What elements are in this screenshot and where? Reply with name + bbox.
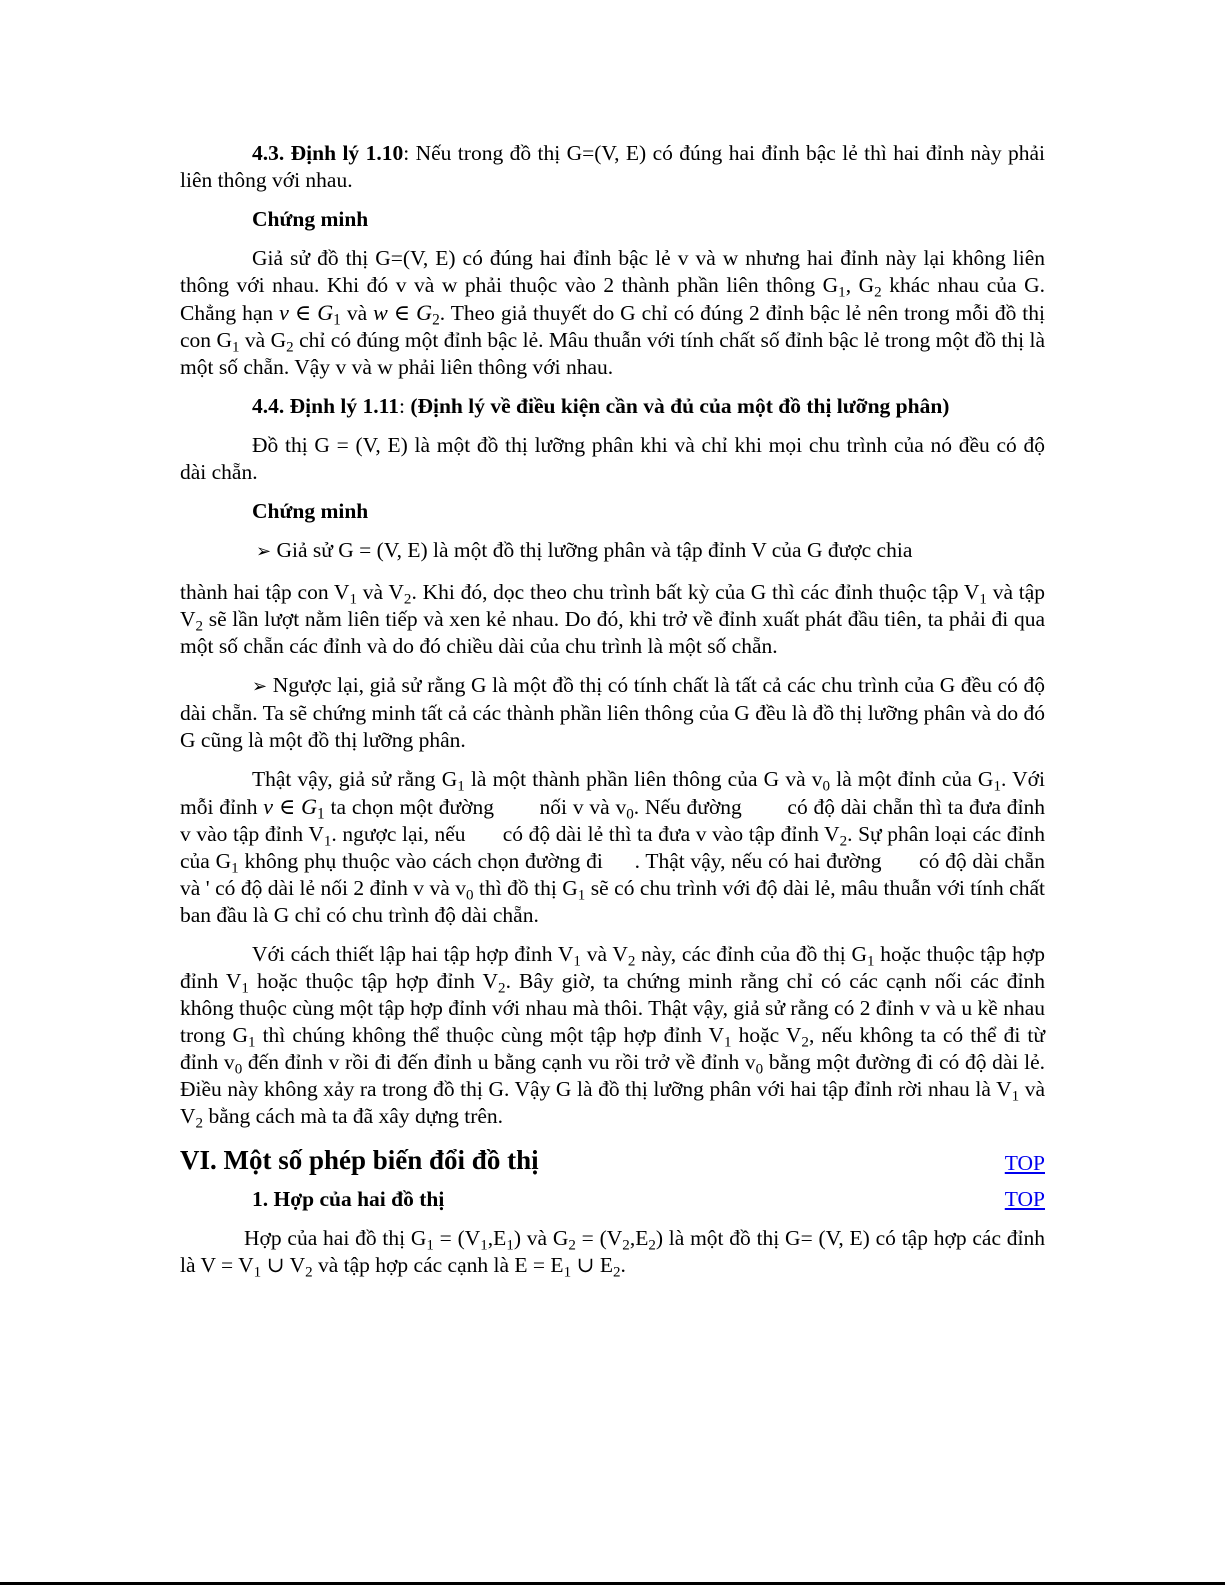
arrow-bullet-icon: ➢ xyxy=(252,676,268,696)
bullet-1-first-line: ➢ Giả sử G = (V, E) là một đồ thị lưỡng phân và tập đỉnh V của G được chia xyxy=(256,538,913,562)
math-v-in-g1: v ∈ $G_1$ xyxy=(263,794,325,823)
theorem-1-11-title: 4.4. Định lý 1.11 xyxy=(252,394,399,418)
math-v-in-g1: v ∈ $G_1$ xyxy=(279,300,341,329)
bullet-2: ➢ Ngược lại, giả sử rằng G là một đồ thị có tính chất là tất cả các chu trình của G đều có độ dài chẵn. Ta sẽ chứng minh tất cả các thành phần liên thông của G đều là đồ thị lưỡng phân và do đó G cũng là một đồ thị lưỡng phân. xyxy=(180,673,1045,752)
bullet-1-continuation: thành hai tập con $V_1$ và $V_2$. Khi đó, dọc theo chu trình bất kỳ của G thì các đỉnh thuộc tập $V_1$ và tập $V_2$ sẽ lần lượt nằm liên tiếp và xen kẻ nhau. Do đó, khi trở về đỉnh xuất phát đầu tiên, ta phải đi qua một số chẵn các đỉnh và do đó chiều dài của chu trình là một số chẵn. xyxy=(180,580,1046,658)
section-vi-heading xyxy=(180,1144,1045,1176)
arrow-bullet-icon: ➢ xyxy=(256,541,272,561)
section-vi-title: VI. Một số phép biến đổi đồ thị xyxy=(180,1145,539,1175)
subsection-1-title: 1. Hợp của hai đồ thị xyxy=(252,1187,445,1211)
math-w-in-g2: w ∈ $G_2$ xyxy=(373,300,440,329)
proof-paragraph-1: Giả sử đồ thị G=(V, E) có đúng hai đỉnh bậc lẻ v và w nhưng hai đỉnh này lại không liên thông với nhau. Khi đó v và w phải thuộc vào 2 thành phần liên thông $G_1$, $G_2$ khác nhau của G. Chẳng hạn v ∈ $G_1$ và w ∈ $G_2$. Theo giả thuyết do G chỉ có đúng 2 đỉnh bậc lẻ nên trong mỗi đồ thị con $G_1$ và $G_2$ chỉ có đúng một đỉnh bậc lẻ. Mâu thuẫn với tính chất số đỉnh bậc lẻ trong một đồ thị là một số chẵn. Vậy v và w phải liên thông với nhau. xyxy=(180,246,1045,379)
proof-heading: Chứng minh xyxy=(252,207,369,231)
theorem-1-10-title: 4.3. Định lý 1.10 xyxy=(252,141,404,165)
top-link[interactable]: TOP xyxy=(1004,1187,1045,1211)
top-link[interactable]: TOP xyxy=(1004,1151,1045,1175)
union-definition: Hợp của hai đồ thị $G_1 = (V_1,E_1)$ và $G_2 = (V_2,E_2)$ là một đồ thị G= (V, E) có tập hợp các đỉnh là $V = V_1$ ∪ $V_2$ và tập hợp các cạnh là $E = E_1$ ∪ $E_2$. xyxy=(180,1226,1046,1281)
proof-paragraph-3: Thật vậy, giả sử rằng $G_1$ là một thành phần liên thông của G và $v_0$ là một đỉnh của $G_1$. Với mỗi đỉnh v ∈ $G_1$ ta chọn một đường nối v và $v_0$. Nếu đường có độ dài chẵn thì ta đưa đỉnh v vào tập đỉnh $V_1$. ngược lại, nếu có độ dài lẻ thì ta đưa v vào tập đỉnh $V_2$. Sự phân loại các đỉnh của $G_1$ không phụ thuộc vào cách chọn đường đi . Thật vậy, nếu có hai đường có độ dài chẵn và ' có độ dài lẻ nối 2 đỉnh v và $v_0$ thì đồ thị $G_1$ sẽ có chu trình với độ dài lẻ, mâu thuẫn với tính chất ban đầu là G chỉ có chu trình độ dài chẵn. xyxy=(180,767,1046,927)
theorem-1-11: 4.4. Định lý 1.11: (Định lý về điều kiện cần và đủ của một đồ thị lưỡng phân) xyxy=(252,394,950,418)
theorem-1-11-statement: Đồ thị G = (V, E) là một đồ thị lưỡng phân khi và chỉ khi mọi chu trình của nó đều có độ dài chẵn. xyxy=(180,433,1045,484)
document-page xyxy=(180,140,1045,1279)
theorem-1-10: 4.3. Định lý 1.10: Nếu trong đồ thị G=(V, E) có đúng hai đỉnh bậc lẻ thì hai đỉnh này phải liên thông với nhau. xyxy=(180,141,1045,192)
theorem-1-11-subtitle: (Định lý về điều kiện cần và đủ của một đồ thị lưỡng phân) xyxy=(410,394,950,418)
subsection-1-heading xyxy=(180,1186,1045,1213)
proof-heading-2: Chứng minh xyxy=(252,499,369,523)
proof-paragraph-4: Với cách thiết lập hai tập hợp đỉnh $V_1$ và $V_2$ này, các đỉnh của đồ thị $G_1$ hoặc thuộc tập hợp đỉnh $V_1$ hoặc thuộc tập hợp đỉnh $V_2$. Bây giờ, ta chứng minh rằng chỉ có các cạnh nối các đỉnh không thuộc cùng một tập hợp đỉnh với nhau mà thôi. Thật vậy, giả sử rằng có 2 đỉnh v và u kề nhau trong $G_1$ thì chúng không thể thuộc cùng một tập hợp đỉnh $V_1$ hoặc $V_2$, nếu không ta có thể đi từ đỉnh $v_0$ đến đỉnh v rồi đi đến đỉnh u bằng cạnh vu rồi trở về đỉnh $v_0$ bằng một đường đi có độ dài lẻ. Điều này không xảy ra trong đồ thị G. Vậy G là đồ thị lưỡng phân với hai tập đỉnh rời nhau là $V_1$ và $V_2$ bằng cách mà ta đã xây dựng trên. xyxy=(180,942,1046,1132)
